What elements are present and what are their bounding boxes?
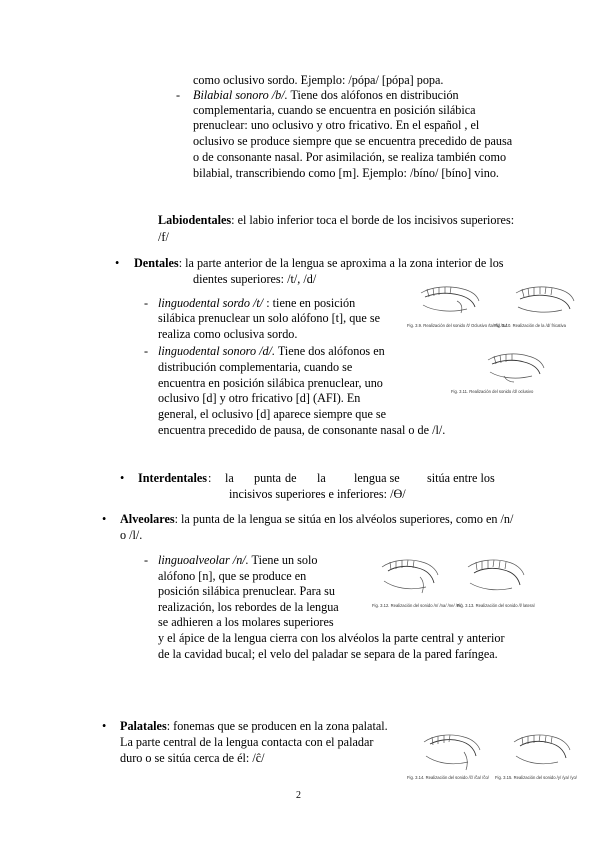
figure-caption: Fig. 3.11. Realización del sonido /d/ oclusivo <box>451 389 534 394</box>
paragraph-line: o de consonante nasal. Por asimilación, se realiza también como <box>193 150 507 164</box>
bullet: • <box>115 256 120 270</box>
item-title: Bilabial sonoro /b/. <box>193 88 288 102</box>
paragraph-line: bilabial, transcribiendo como [m]. Ejemplo: /bíno/ [bíno] vino. <box>193 166 499 180</box>
paragraph-line: La parte central de la lengua contacta con el paladar <box>120 735 374 749</box>
paragraph-line: encuentra en posición silábica prenuclear, uno <box>158 376 383 390</box>
term-definition: : la punta de la lengua se sitúa en los alvéolos superiores, como en /n/ <box>174 512 514 526</box>
justified-word: punta <box>254 471 282 485</box>
paragraph-line: encuentra precedido de pausa, de consonante nasal o de /l/. <box>158 423 446 437</box>
palatales-paragraph <box>120 719 388 735</box>
dental-sordo-item <box>158 296 355 312</box>
justified-word: la <box>317 471 326 485</box>
paragraph-line: oclusivo se produce siempre que se encuentra precedido de pausa <box>193 134 513 148</box>
item-text: Tiene dos alófonos en distribución <box>287 88 459 102</box>
palatal-y-figure <box>510 730 574 772</box>
bullet: • <box>102 719 107 733</box>
dental-fricativa-figure <box>512 283 578 319</box>
paragraph-line: complementaria, cuando se encuentra en posición silábica <box>193 103 476 117</box>
term-heading: Dentales <box>134 256 179 270</box>
linguoalveolar-item <box>158 553 317 569</box>
paragraph-line: y el ápice de la lengua cierra con los alvéolos la parte central y anterior <box>158 631 505 645</box>
item-text: Tiene dos alófonos en <box>275 344 385 358</box>
item-title: linguodental sordo /t/ <box>158 296 264 310</box>
figure-caption: Fig. 3.15. Realización del sonido /y/ /ya/ /yo/ <box>495 775 577 780</box>
bilabial-continuation: como oclusivo sordo. Ejemplo: /pópa/ [pópa] popa. <box>193 73 444 87</box>
figure-caption: Fig. 3.13. Realización del sonido /l/ lateral <box>457 603 535 608</box>
term-heading: Alveolares <box>120 512 175 526</box>
dental-sordo-figure <box>417 283 483 319</box>
justified-word: : <box>208 471 212 485</box>
bullet: • <box>120 471 125 485</box>
paragraph-line: de la cavidad bucal; el velo del paladar se separa de la pared faríngea. <box>158 647 498 661</box>
bilabial-sonoro-item <box>193 88 459 104</box>
alveolares-paragraph <box>120 512 513 528</box>
item-text: : tiene en posición <box>263 296 356 310</box>
labiodentales-paragraph <box>158 213 514 229</box>
term-definition: : el labio inferior toca el borde de los incisivos superiores: <box>231 213 515 227</box>
paragraph-line: /f/ <box>158 230 169 244</box>
figure-caption: Fig. 3.12. Realización del sonido /n/ /na/ /ne/ /ni/ <box>372 603 462 608</box>
paragraph-line: incisivos superiores e inferiores: /Ɵ/ <box>229 487 406 501</box>
item-text: Tiene un solo <box>248 553 318 567</box>
paragraph-line: alófono [n], que se produce en <box>158 569 307 583</box>
term-heading: Labiodentales <box>158 213 232 227</box>
paragraph-line: realiza como oclusiva sordo. <box>158 327 298 341</box>
paragraph-line: dientes superiores: /t/, /d/ <box>193 272 317 286</box>
item-title: linguoalveolar /n/. <box>158 553 249 567</box>
paragraph-line: oclusivo [d] y otro fricativo [d] (AFI). En <box>158 391 361 405</box>
term-heading: Palatales <box>120 719 167 733</box>
dental-sonoro-item <box>158 344 385 360</box>
item-title: linguodental sonoro /d/. <box>158 344 276 358</box>
justified-word: lengua se <box>354 471 400 485</box>
list-dash: - <box>144 296 149 310</box>
term-heading: Interdentales <box>138 471 208 485</box>
figure-caption: Fig. 3.10. Realización de la /d/ fricativa <box>494 323 566 328</box>
bullet: • <box>102 512 107 526</box>
list-dash: - <box>144 553 149 567</box>
justified-word: de <box>285 471 297 485</box>
alveolar-l-figure <box>464 555 528 597</box>
paragraph-line: distribución complementaria, cuando se <box>158 360 353 374</box>
paragraph-line: posición silábica prenuclear. Para su <box>158 584 335 598</box>
alveolar-n-figure <box>378 555 442 597</box>
term-definition: : fonemas que se producen en la zona palatal. <box>166 719 388 733</box>
paragraph-line: realización, los rebordes de la lengua <box>158 600 339 614</box>
paragraph-line: prenuclear: uno oclusivo y otro fricativo. En el español , el <box>193 118 480 132</box>
justified-word: la <box>225 471 234 485</box>
figure-caption: Fig. 3.14. Realización del sonido /ĉ/ /ĉa/ /ĉo/ <box>407 775 489 780</box>
term-definition: : la parte anterior de la lengua se aproxima a la zona interior de los <box>178 256 504 270</box>
page-number: 2 <box>296 790 301 801</box>
justified-word: sitúa entre los <box>427 471 495 485</box>
figure-caption: Fig. 3.9. Realización del sonido /t/ Oclusivo /ta/ /ti/ /tu/ <box>407 323 507 328</box>
paragraph-line: silábica prenuclear un solo alófono [t], que se <box>158 311 381 325</box>
palatal-c-figure <box>420 730 484 772</box>
paragraph-line: general, el oclusivo [d] aparece siempre que se <box>158 407 387 421</box>
paragraph-line: se adhieren a los molares superiores <box>158 615 334 629</box>
paragraph-line: o /l/. <box>120 528 143 542</box>
list-dash: - <box>144 344 149 358</box>
list-dash: - <box>176 88 181 102</box>
dentales-paragraph <box>134 256 504 272</box>
dental-oclusivo-figure <box>484 350 546 384</box>
paragraph-line: duro o se sitúa cerca de él: /ĉ/ <box>120 751 265 765</box>
